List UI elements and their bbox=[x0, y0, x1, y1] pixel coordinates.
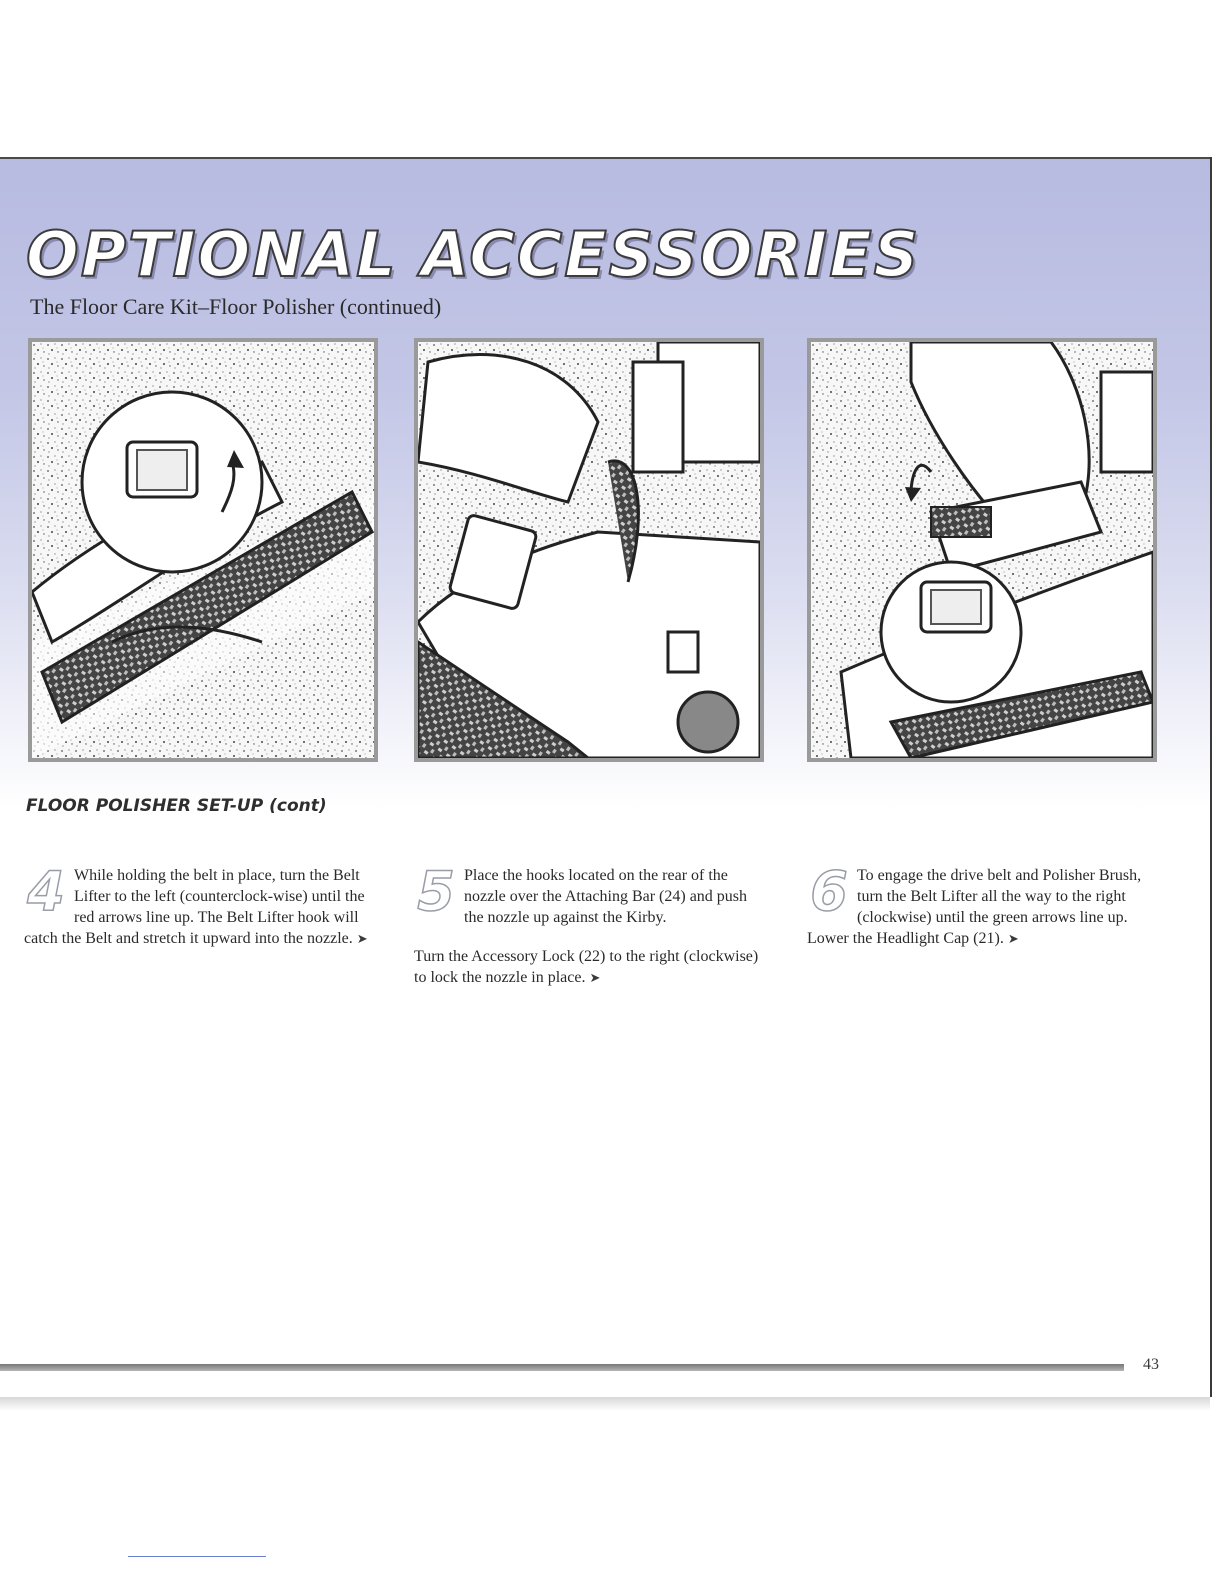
step-text: To engage the drive belt and Polisher Brush, turn the Belt Lifter all the way to the right (clockwise) until the green arrows line up. Lower the Headlight Cap (21). ➤ bbox=[807, 867, 1142, 947]
section-heading: FLOOR POLISHER SET-UP (cont) bbox=[26, 796, 327, 816]
step-text: Turn the Accessory Lock (22) to the right (clockwise) to lock the nozzle in place. ➤ bbox=[414, 948, 759, 986]
illustration-hand-turning-belt-lifter bbox=[32, 342, 374, 758]
illustration-hooking-nozzle-to-attaching-bar bbox=[418, 342, 760, 758]
continue-arrow-icon: ➤ bbox=[356, 931, 368, 946]
step-number: 4 bbox=[27, 860, 65, 923]
illustration-engaging-drive-belt bbox=[811, 342, 1153, 758]
page-right-edge bbox=[1210, 157, 1212, 1397]
footer-rule bbox=[0, 1364, 1124, 1371]
step-number: 6 bbox=[810, 860, 848, 923]
step-number: 5 bbox=[417, 860, 455, 923]
figure-step-5 bbox=[414, 338, 764, 762]
scan-mark bbox=[128, 1556, 266, 1557]
figure-step-4 bbox=[28, 338, 378, 762]
step-5 bbox=[414, 860, 764, 1006]
continue-arrow-icon: ➤ bbox=[589, 970, 601, 985]
page-number: 43 bbox=[1143, 1356, 1159, 1373]
step-text: Place the hooks located on the rear of the nozzle over the Attaching Bar (24) and push the nozzle up against the Kirby. bbox=[464, 867, 748, 926]
continue-arrow-icon: ➤ bbox=[1007, 931, 1019, 946]
page-subtitle: The Floor Care Kit–Floor Polisher (continued) bbox=[30, 294, 442, 319]
step-6 bbox=[807, 860, 1157, 967]
figure-step-6 bbox=[807, 338, 1157, 762]
page-bottom-shadow bbox=[0, 1397, 1210, 1411]
page-title: OPTIONAL ACCESSORIES bbox=[26, 218, 921, 291]
step-text: While holding the belt in place, turn the Belt Lifter to the left (counterclock-wise) until the red arrows line up. The Belt Lifter hook will catch the Belt and stretch it upward into the nozzle. ➤ bbox=[24, 867, 368, 947]
step-4 bbox=[24, 860, 374, 967]
